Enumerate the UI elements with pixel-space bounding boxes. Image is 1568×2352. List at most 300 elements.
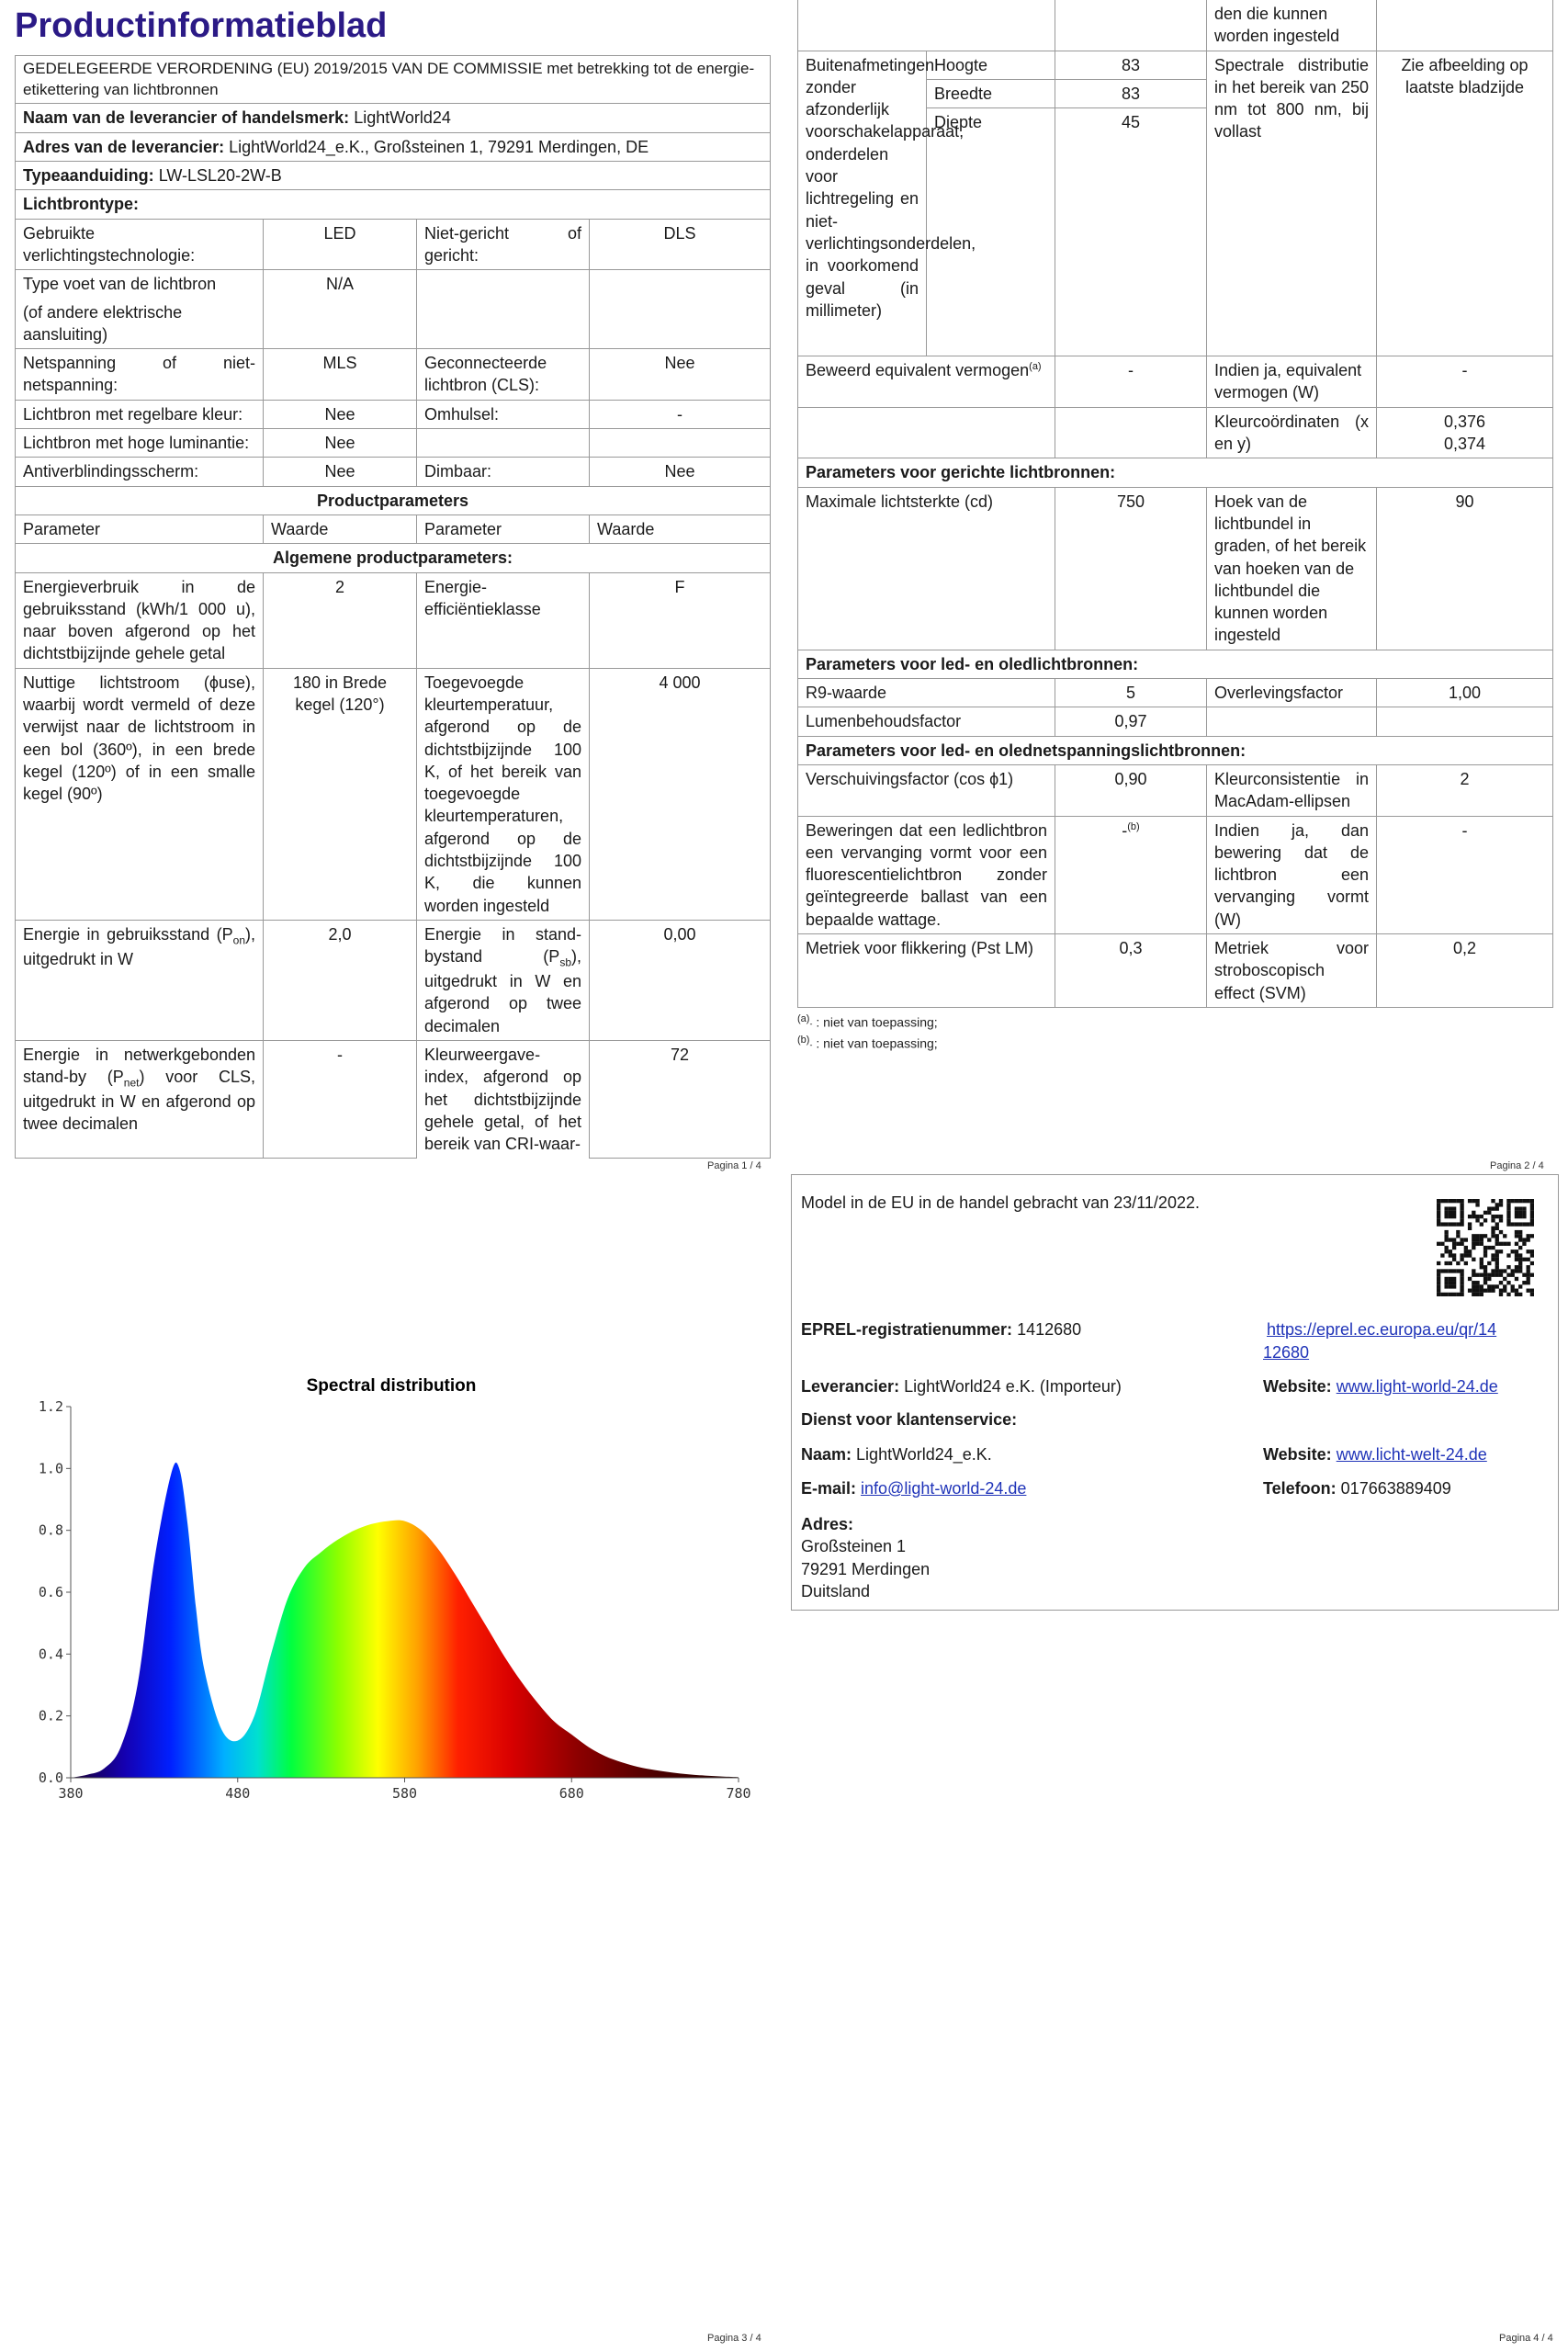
- y-tick-label: 1.2: [38, 1398, 63, 1415]
- qr-module: [1472, 1281, 1475, 1284]
- qr-module: [1456, 1234, 1460, 1238]
- power-factor-value: 0,90: [1055, 764, 1207, 816]
- qr-module: [1506, 1199, 1510, 1203]
- qr-module: [1444, 1269, 1448, 1272]
- qr-module: [1527, 1265, 1530, 1269]
- qr-code-icon: [1437, 1199, 1534, 1296]
- address-row: [16, 132, 771, 161]
- psb-sub: sb: [559, 956, 571, 969]
- qr-module: [1515, 1293, 1518, 1296]
- qr-module: [1495, 1203, 1499, 1206]
- qr-module: [1491, 1284, 1495, 1288]
- flux-label: Nuttige lichtstroom (ϕuse), waarbij wordt vermeld of deze verwijst naar de lichtstroom in een bol (360º), in een brede kegel (120º) of in een smalle kegel (90º): [16, 668, 264, 920]
- qr-module: [1440, 1222, 1444, 1226]
- qr-module: [1483, 1277, 1487, 1281]
- qr-module: [1499, 1273, 1503, 1277]
- qr-module: [1444, 1206, 1448, 1210]
- dimmable-label: Dimbaar:: [417, 458, 590, 486]
- qr-module: [1437, 1203, 1440, 1206]
- qr-module: [1460, 1211, 1463, 1215]
- qr-module: [1511, 1222, 1515, 1226]
- macadam-value: 2: [1377, 764, 1553, 816]
- y-tick-label: 0.0: [38, 1770, 63, 1786]
- page-title: Productinformatieblad: [15, 6, 388, 45]
- directional-params-heading: Parameters voor gerichte lichtbronnen:: [798, 458, 1553, 487]
- qr-module: [1444, 1281, 1448, 1284]
- y-tick-label: 0.2: [38, 1707, 63, 1724]
- qr-module: [1483, 1234, 1487, 1238]
- qr-module: [1511, 1269, 1515, 1272]
- qr-module: [1483, 1265, 1487, 1269]
- colour-tunable-label: Lichtbron met regelbare kleur:: [16, 400, 264, 428]
- page-number: Pagina 1 / 4: [707, 1160, 761, 1171]
- qr-module: [1464, 1253, 1468, 1257]
- empty-cell: [590, 429, 771, 458]
- eprel-value: 1412680: [1017, 1320, 1082, 1339]
- x-tick-label: 480: [225, 1785, 251, 1802]
- info-sheet-table: [15, 55, 771, 1159]
- qr-module: [1499, 1289, 1503, 1293]
- psb-label-text: Energie in stand-bystand (P: [424, 924, 581, 967]
- mains-led-params-heading: Parameters voor led- en olednetspanningslichtbronnen:: [798, 736, 1553, 764]
- qr-module: [1487, 1289, 1491, 1293]
- flicker-label: Metriek voor flikkering (Pst LM): [798, 934, 1055, 1008]
- peak-intensity-value: 750: [1055, 487, 1207, 650]
- qr-module: [1468, 1199, 1472, 1203]
- email-row: [801, 1477, 1026, 1499]
- qr-module: [1449, 1222, 1452, 1226]
- qr-module: [1495, 1269, 1499, 1272]
- y-tick-label: 0.4: [38, 1645, 63, 1663]
- lumen-maintenance-label: Lumenbehoudsfactor: [798, 707, 1055, 736]
- fluorescent-watt-label: Indien ja, dan bewering dat de lichtbron een vervanging vormt (W): [1207, 816, 1377, 933]
- qr-module: [1460, 1284, 1463, 1288]
- qr-module: [1506, 1242, 1510, 1246]
- empty-cell: [1377, 707, 1553, 736]
- qr-module: [1515, 1222, 1518, 1226]
- qr-module: [1499, 1215, 1503, 1218]
- qr-module: [1449, 1253, 1452, 1257]
- qr-module: [1515, 1258, 1518, 1261]
- qr-module: [1475, 1199, 1479, 1203]
- glare-label: Antiverblindingsscherm:: [16, 458, 264, 486]
- flicker-value: 0,3: [1055, 934, 1207, 1008]
- qr-module: [1495, 1265, 1499, 1269]
- lightsource-type-heading: Lichtbrontype:: [16, 190, 771, 219]
- qr-module: [1503, 1289, 1506, 1293]
- qr-module: [1449, 1199, 1452, 1203]
- qr-module: [1440, 1199, 1444, 1203]
- qr-module: [1452, 1293, 1456, 1296]
- mains-value: MLS: [264, 349, 417, 401]
- supplier-value: LightWorld24 e.K. (Importeur): [904, 1377, 1122, 1396]
- qr-module: [1487, 1206, 1491, 1210]
- claim-label-text: Beweerd equivalent vermogen: [806, 361, 1030, 380]
- glare-value: Nee: [264, 458, 417, 486]
- footnote-a: [797, 1012, 1552, 1033]
- cap-label-line1: Type voet van de lichtbron: [23, 275, 217, 294]
- qr-module: [1437, 1199, 1440, 1203]
- qr-module: [1506, 1281, 1510, 1284]
- qr-module: [1515, 1277, 1518, 1281]
- qr-module: [1449, 1284, 1452, 1288]
- qr-module: [1527, 1277, 1530, 1281]
- qr-module: [1515, 1234, 1518, 1238]
- qr-module: [1530, 1289, 1534, 1293]
- qr-module: [1444, 1261, 1448, 1265]
- cri-value: 72: [590, 1040, 771, 1158]
- eprel-link[interactable]: [1263, 1318, 1539, 1364]
- qr-module: [1499, 1199, 1503, 1203]
- qr-module: [1440, 1269, 1444, 1272]
- qr-module: [1499, 1230, 1503, 1234]
- qr-module: [1518, 1293, 1522, 1296]
- qr-module: [1530, 1215, 1534, 1218]
- qr-module: [1515, 1230, 1518, 1234]
- address-label: Adres:: [801, 1515, 854, 1533]
- peak-intensity-label: Maximale lichtsterkte (cd): [798, 487, 1055, 650]
- footnote-a-text: : niet van toepassing;: [816, 1014, 938, 1030]
- claim-label: [798, 356, 1055, 408]
- qr-module: [1491, 1227, 1495, 1230]
- qr-module: [1522, 1281, 1526, 1284]
- qr-module: [1472, 1199, 1475, 1203]
- name-row: [801, 1443, 992, 1465]
- qr-module: [1506, 1215, 1510, 1218]
- qr-module: [1499, 1203, 1503, 1206]
- address-line-1: Großsteinen 1: [801, 1537, 907, 1556]
- qr-module: [1518, 1265, 1522, 1269]
- qr-module: [1522, 1222, 1526, 1226]
- flux-value: 180 in Brede kegel (120°): [264, 668, 417, 920]
- qr-module: [1527, 1258, 1530, 1261]
- qr-module: [1515, 1199, 1518, 1203]
- power-factor-label: Verschuivingsfactor (cos ϕ1): [798, 764, 1055, 816]
- qr-module: [1437, 1215, 1440, 1218]
- directional-value: DLS: [590, 219, 771, 270]
- qr-module: [1472, 1284, 1475, 1288]
- qr-module: [1515, 1269, 1518, 1272]
- qr-module: [1475, 1284, 1479, 1288]
- qr-module: [1518, 1238, 1522, 1241]
- qr-module: [1515, 1206, 1518, 1210]
- qr-module: [1456, 1222, 1460, 1226]
- col-header-value: Waarde: [590, 514, 771, 543]
- eprel-link-line1[interactable]: https://eprel.ec.europa.eu/qr/14: [1267, 1320, 1497, 1339]
- qr-module: [1530, 1206, 1534, 1210]
- type-value: LW-LSL20-2W-B: [158, 166, 282, 186]
- efficiency-value: F: [590, 572, 771, 668]
- qr-module: [1522, 1242, 1526, 1246]
- claim-value: -: [1055, 356, 1207, 408]
- qr-module: [1499, 1242, 1503, 1246]
- qr-module: [1452, 1215, 1456, 1218]
- info-sheet-table-continued: [797, 0, 1553, 1008]
- empty-cell: [798, 407, 1055, 458]
- spectral-value: Zie afbeelding op laatste bladzijde: [1377, 51, 1553, 356]
- website2-link[interactable]: www.licht-welt-24.de: [1336, 1445, 1487, 1464]
- qr-module: [1522, 1273, 1526, 1277]
- qr-module: [1472, 1269, 1475, 1272]
- qr-module: [1503, 1284, 1506, 1288]
- qr-module: [1503, 1234, 1506, 1238]
- qr-module: [1440, 1293, 1444, 1296]
- qr-module: [1444, 1250, 1448, 1253]
- qr-module: [1518, 1222, 1522, 1226]
- qr-module: [1437, 1289, 1440, 1293]
- qr-module: [1491, 1273, 1495, 1277]
- qr-module: [1456, 1261, 1460, 1265]
- address-block: [801, 1513, 930, 1602]
- empty-cell: [1055, 0, 1207, 51]
- qr-module: [1518, 1261, 1522, 1265]
- qr-module: [1491, 1246, 1495, 1250]
- qr-module: [1456, 1293, 1460, 1296]
- qr-module: [1449, 1277, 1452, 1281]
- qr-module: [1460, 1199, 1463, 1203]
- qr-module: [1472, 1215, 1475, 1218]
- empty-cell: [1055, 407, 1207, 458]
- x-tick-label: 580: [391, 1785, 418, 1802]
- qr-module: [1511, 1250, 1515, 1253]
- qr-module: [1444, 1234, 1448, 1238]
- page-2: [797, 0, 1552, 1054]
- continued-text: den die kunnen worden ingesteld: [1207, 0, 1377, 51]
- qr-code-image: [1437, 1199, 1534, 1296]
- supplier-row: [801, 1375, 1122, 1397]
- footnote-a-mark: (a): [797, 1012, 810, 1024]
- footnote-b: [797, 1033, 1552, 1054]
- qr-module: [1483, 1250, 1487, 1253]
- qr-module: [1518, 1234, 1522, 1238]
- qr-module: [1452, 1269, 1456, 1272]
- energy-value: 2: [264, 572, 417, 668]
- fluorescent-watt-value: -: [1377, 816, 1553, 933]
- qr-module: [1495, 1253, 1499, 1257]
- qr-module: [1515, 1215, 1518, 1218]
- phone-label: Telefoon:: [1263, 1479, 1337, 1498]
- footnote-ref-a: (a): [1029, 361, 1042, 373]
- fluorescent-claim-label: Beweringen dat een ledlichtbron een vervanging vormt voor een fluorescentielichtbron zonder geïntegreerde ballast van een bepaalde wattage.: [798, 816, 1055, 933]
- dimmable-value: Nee: [590, 458, 771, 486]
- qr-module: [1452, 1253, 1456, 1257]
- qr-module: [1468, 1277, 1472, 1281]
- website-link[interactable]: www.light-world-24.de: [1336, 1377, 1498, 1396]
- qr-module: [1495, 1234, 1499, 1238]
- qr-module: [1487, 1273, 1491, 1277]
- qr-module: [1518, 1258, 1522, 1261]
- qr-module: [1444, 1199, 1448, 1203]
- height-label: Hoogte: [927, 51, 1055, 79]
- qr-module: [1437, 1277, 1440, 1281]
- qr-module: [1468, 1253, 1472, 1257]
- qr-module: [1495, 1250, 1499, 1253]
- qr-module: [1472, 1289, 1475, 1293]
- qr-module: [1506, 1218, 1510, 1222]
- equivalent-value: -: [1377, 356, 1553, 408]
- qr-module: [1499, 1269, 1503, 1272]
- footnote-ref-b: (b): [1127, 820, 1140, 832]
- empty-cell: [417, 429, 590, 458]
- qr-module: [1491, 1253, 1495, 1257]
- qr-module: [1437, 1211, 1440, 1215]
- pon-label-text: Energie in gebruiksstand (P: [23, 924, 233, 944]
- beam-angle-value: 90: [1377, 487, 1553, 650]
- footnote-b-mark: (b): [797, 1034, 810, 1046]
- qr-module: [1444, 1230, 1448, 1234]
- qr-module: [1452, 1206, 1456, 1210]
- y-tick-label: 1.0: [38, 1460, 63, 1477]
- qr-module: [1522, 1211, 1526, 1215]
- qr-module: [1530, 1250, 1534, 1253]
- qr-module: [1437, 1281, 1440, 1284]
- spectral-label: Spectrale distributie in het bereik van 250 nm tot 800 nm, bij vollast: [1207, 51, 1377, 356]
- qr-module: [1464, 1246, 1468, 1250]
- qr-module: [1495, 1227, 1499, 1230]
- qr-module: [1449, 1269, 1452, 1272]
- qr-module: [1495, 1258, 1499, 1261]
- qr-module: [1518, 1269, 1522, 1272]
- qr-module: [1487, 1284, 1491, 1288]
- eprel-row: [801, 1318, 1081, 1340]
- qr-module: [1495, 1206, 1499, 1210]
- qr-module: [1472, 1234, 1475, 1238]
- high-luminance-value: Nee: [264, 429, 417, 458]
- qr-module: [1464, 1261, 1468, 1265]
- qr-module: [1491, 1234, 1495, 1238]
- qr-module: [1530, 1211, 1534, 1215]
- phone-value: 017663889409: [1340, 1479, 1451, 1498]
- pnet-sub: net: [123, 1076, 140, 1090]
- qr-module: [1452, 1199, 1456, 1203]
- qr-module: [1495, 1261, 1499, 1265]
- qr-module: [1437, 1218, 1440, 1222]
- qr-module: [1530, 1253, 1534, 1257]
- qr-module: [1530, 1234, 1534, 1238]
- qr-module: [1518, 1284, 1522, 1288]
- qr-module: [1495, 1238, 1499, 1241]
- qr-module: [1464, 1238, 1468, 1241]
- qr-module: [1437, 1261, 1440, 1265]
- qr-module: [1452, 1281, 1456, 1284]
- r9-label: R9-waarde: [798, 679, 1055, 707]
- qr-module: [1460, 1253, 1463, 1257]
- qr-module: [1440, 1253, 1444, 1257]
- qr-module: [1475, 1238, 1479, 1241]
- qr-module: [1444, 1211, 1448, 1215]
- qr-module: [1487, 1246, 1491, 1250]
- qr-module: [1449, 1250, 1452, 1253]
- page-number: Pagina 3 / 4: [707, 2333, 761, 2344]
- qr-module: [1511, 1284, 1515, 1288]
- qr-module: [1437, 1242, 1440, 1246]
- qr-module: [1527, 1273, 1530, 1277]
- cri-label: Kleurweergave-index, afgerond op het dichtstbijzijnde gehele getal, of het bereik van CRI-waar-: [417, 1040, 590, 1158]
- qr-module: [1452, 1284, 1456, 1288]
- qr-module: [1483, 1269, 1487, 1272]
- qr-module: [1437, 1222, 1440, 1226]
- chroma-label: Kleurcoördinaten (x en y): [1207, 407, 1377, 458]
- macadam-label: Kleurconsistentie in MacAdam-ellipsen: [1207, 764, 1377, 816]
- qr-module: [1475, 1293, 1479, 1296]
- qr-module: [1495, 1222, 1499, 1226]
- qr-module: [1499, 1281, 1503, 1284]
- email-link[interactable]: info@light-world-24.de: [861, 1479, 1027, 1498]
- qr-module: [1452, 1238, 1456, 1241]
- depth-label: Diepte: [927, 108, 1055, 356]
- qr-module: [1527, 1199, 1530, 1203]
- qr-module: [1506, 1222, 1510, 1226]
- qr-module: [1475, 1242, 1479, 1246]
- qr-module: [1480, 1215, 1483, 1218]
- cap-label-line2: (of andere elektrische aansluiting): [23, 302, 183, 344]
- qr-module: [1475, 1289, 1479, 1293]
- col-header-param: Parameter: [417, 514, 590, 543]
- email-label: E-mail:: [801, 1479, 857, 1498]
- spectral-chart: [15, 1369, 768, 1810]
- qr-module: [1518, 1206, 1522, 1210]
- general-params-heading: Algemene productparameters:: [16, 544, 771, 572]
- cap-value: N/A: [264, 270, 417, 349]
- qr-module: [1506, 1203, 1510, 1206]
- qr-module: [1530, 1218, 1534, 1222]
- psb-label-text-end: ), uitgedrukt in W en afgerond op twee decimalen: [424, 947, 581, 1035]
- qr-module: [1483, 1211, 1487, 1215]
- qr-module: [1530, 1261, 1534, 1265]
- qr-module: [1499, 1293, 1503, 1296]
- qr-module: [1491, 1206, 1495, 1210]
- fluorescent-claim-dash: -: [1122, 820, 1128, 840]
- qr-module: [1468, 1222, 1472, 1226]
- qr-module: [1480, 1242, 1483, 1246]
- qr-module: [1460, 1222, 1463, 1226]
- qr-module: [1480, 1238, 1483, 1241]
- qr-module: [1530, 1199, 1534, 1203]
- qr-module: [1483, 1246, 1487, 1250]
- lumen-maintenance-value: 0,97: [1055, 707, 1207, 736]
- qr-module: [1503, 1242, 1506, 1246]
- qr-module: [1475, 1281, 1479, 1284]
- pon-value: 2,0: [264, 920, 417, 1040]
- stroboscopic-value: 0,2: [1377, 934, 1553, 1008]
- qr-module: [1456, 1199, 1460, 1203]
- cct-value: 4 000: [590, 668, 771, 920]
- empty-cell: [798, 0, 1055, 51]
- qr-module: [1483, 1218, 1487, 1222]
- qr-module: [1491, 1289, 1495, 1293]
- footnote-b-text: : niet van toepassing;: [816, 1035, 938, 1051]
- type-row: [16, 162, 771, 190]
- phone-row: [1263, 1477, 1451, 1499]
- cct-label: Toegevoegde kleurtemperatuur, afgerond op de dichtstbijzijnde 100 K, of het bereik van toegevoegde kleurtemperaturen, afgerond op de dichtstbijzijnde 100 K, die kunnen worden ingesteld: [417, 668, 590, 920]
- footnote-a-dash: -: [809, 1019, 813, 1029]
- qr-module: [1480, 1261, 1483, 1265]
- qr-module: [1460, 1273, 1463, 1277]
- qr-module: [1491, 1218, 1495, 1222]
- qr-module: [1506, 1253, 1510, 1257]
- pnet-label-text: Energie in netwerkgebonden stand-by (P: [23, 1045, 255, 1087]
- eprel-link-line2[interactable]: 12680: [1263, 1343, 1310, 1363]
- qr-module: [1527, 1222, 1530, 1226]
- qr-module: [1522, 1199, 1526, 1203]
- qr-module: [1452, 1242, 1456, 1246]
- qr-module: [1472, 1211, 1475, 1215]
- stroboscopic-label: Metriek voor stroboscopisch effect (SVM): [1207, 934, 1377, 1008]
- qr-module: [1518, 1211, 1522, 1215]
- qr-module: [1472, 1238, 1475, 1241]
- colour-tunable-value: Nee: [264, 400, 417, 428]
- supplier-row: [16, 104, 771, 132]
